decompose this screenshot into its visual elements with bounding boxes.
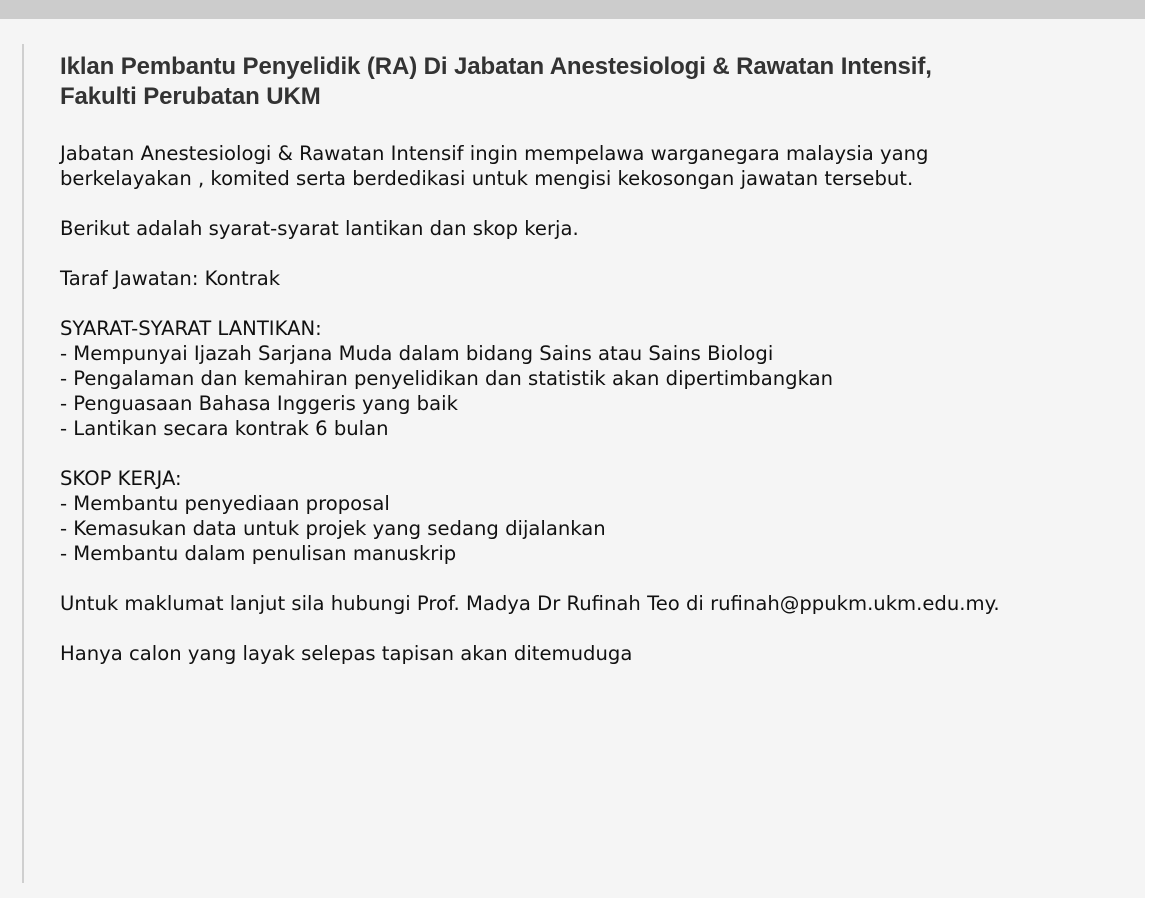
requirements-heading: SYARAT-SYARAT LANTIKAN: (60, 317, 322, 340)
intro-line-1: Jabatan Anestesiologi & Rawatan Intensif ingin mempelawa warganegara malaysia yang (60, 142, 929, 165)
intro-paragraph (60, 141, 1130, 191)
scope-item: - Membantu dalam penulisan manuskrip (60, 542, 457, 565)
contact-info: Untuk maklumat lanjut sila hubungi Prof. Madya Dr Rufinah Teo di rufinah@ppukm.ukm.edu.my. (60, 592, 1000, 615)
article-title-line-1: Iklan Pembantu Penyelidik (RA) Di Jabatan Anestesiologi & Rawatan Intensif, (60, 53, 932, 80)
scope-item: - Kemasukan data untuk projek yang sedang dijalankan (60, 517, 606, 540)
scope-item: - Membantu penyediaan proposal (60, 492, 390, 515)
requirements-section (60, 316, 1130, 441)
intro-line-2: berkelayakan , komited serta berdedikasi untuk mengisi kekosongan jawatan tersebut. (60, 167, 914, 190)
article-content (60, 52, 1130, 666)
requirement-item: - Pengalaman dan kemahiran penyelidikan dan statistik akan dipertimbangkan (60, 367, 834, 390)
conditions-intro: Berikut adalah syarat-syarat lantikan dan skop kerja. (60, 217, 579, 240)
requirement-item: - Lantikan secara kontrak 6 bulan (60, 417, 389, 440)
requirement-item: - Mempunyai Ijazah Sarjana Muda dalam bidang Sains atau Sains Biologi (60, 342, 774, 365)
job-status: Taraf Jawatan: Kontrak (60, 267, 281, 290)
article-title (60, 52, 1130, 112)
scope-section (60, 466, 1130, 566)
top-bar (0, 0, 1145, 19)
article-body (60, 141, 1130, 666)
article-title-line-2: Fakulti Perubatan UKM (60, 83, 321, 110)
left-rule (22, 44, 24, 883)
closing-note: Hanya calon yang layak selepas tapisan akan ditemuduga (60, 642, 633, 665)
requirement-item: - Penguasaan Bahasa Inggeris yang baik (60, 392, 458, 415)
scope-heading: SKOP KERJA: (60, 467, 182, 490)
